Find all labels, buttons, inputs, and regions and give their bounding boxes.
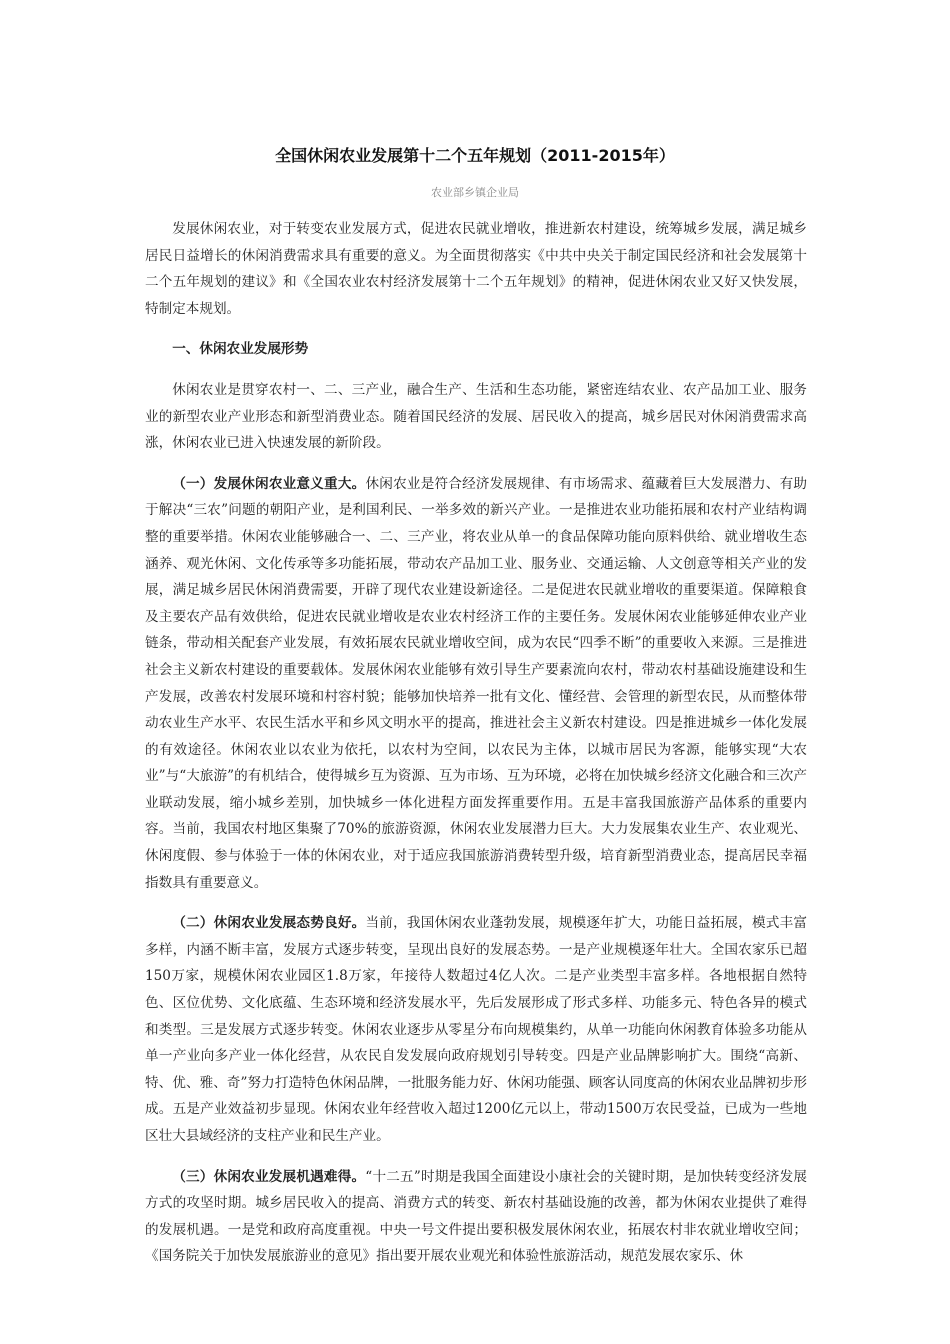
paragraph-opportunity bbox=[145, 1164, 807, 1270]
document-body bbox=[145, 216, 807, 1284]
paragraph-text: 当前，我国休闲农业蓬勃发展，规模逐年扩大，功能日益拓展，模式丰富多样，内涵不断丰富，发展方式逐步转变，呈现出良好的发展态势。一是产业规模逐年壮大。全国农家乐已超150万家，规模休闲农业园区1.8万家，年接待人数超过4亿人次。二是产业类型丰富多样。各地根据自然特色、区位优势、文化底蕴、生态环境和经济发展水平，先后发展形成了形式多样、功能多元、特色各异的模式和类型。三是发展方式逐步转变。休闲农业逐步从零星分布向规模集约，从单一功能向休闲教育体验多功能从单一产业向多产业一体化经营，从农民自发发展向政府规划引导转变。四是产业品牌影响扩大。围绕“高新、特、优、雅、奇”努力打造特色休闲品牌，一批服务能力好、休闲功能强、顾客认同度高的休闲农业品牌初步形成。五是产业效益初步显现。休闲农业年经营收入超过1200亿元以上，带动1500万农民受益，已成为一些地区壮大县域经济的支柱产业和民生产业。 bbox=[145, 915, 808, 1144]
section-intro-paragraph: 休闲农业是贯穿农村一、二、三产业，融合生产、生活和生态功能，紧密连结农业、农产品加工业、服务业的新型农业产业形态和新型消费业态。随着国民经济的发展、居民收入的提高，城乡居民对休闲消费需求高涨，休闲农业已进入快速发展的新阶段。 bbox=[145, 381, 807, 452]
intro-paragraph: 发展休闲农业，对于转变农业发展方式，促进农民就业增收，推进新农村建设，统筹城乡发展，满足城乡居民日益增长的休闲消费需求具有重要的意义。为全面贯彻落实《中共中央关于制定国民经济和社会发展第十二个五年规划的建议》和《全国农业农村经济发展第十二个五年规划》的精神，促进休闲农业又好又快发展，特制定本规划。 bbox=[145, 221, 807, 317]
paragraph-trend bbox=[145, 910, 807, 1149]
paragraph-significance bbox=[145, 471, 807, 897]
section-heading: 一、休闲农业发展形势 bbox=[172, 341, 309, 358]
document-author: 农业部乡镇企业局 bbox=[431, 186, 519, 199]
paragraph-text: 休闲农业是符合经济发展规律、有市场需求、蕴藏着巨大发展潜力、有助于解决“三农”问题的朝阳产业，是利国利民、一举多效的新兴产业。一是推进农业功能拓展和农村产业结构调整的重要举措。休闲农业能够融合一、二、三产业，将农业从单一的食品保障功能向原料供给、就业增收生态涵养、观光休闲、文化传承等多功能拓展，带动农产品加工业、服务业、交通运输、人文创意等相关产业的发展，满足城乡居民休闲消费需要，开辟了现代农业建设新途径。二是促进农民就业增收的重要渠道。保障粮食及主要农产品有效供给，促进农民就业增收是农业农村经济工作的主要任务。发展休闲农业能够延伸农业产业链条，带动相关配套产业发展，有效拓展农民就业增收空间，成为农民“四季不断”的重要收入来源。三是推进社会主义新农村建设的重要载体。发展休闲农业能够有效引导生产要素流向农村，带动农村基础设施建设和生产发展，改善农村发展环境和村容村貌；能够加快培养一批有文化、懂经营、会管理的新型农民，从而整体带动农业生产水平、农民生活水平和乡风文明水平的提高，推进社会主义新农村建设。四是推进城乡一体化发展的有效途径。休闲农业以农业为依托，以农村为空间，以农民为主体，以城市居民为客源，能够实现“大农业”与“大旅游”的有机结合，使得城乡互为资源、互为市场、互为环境，必将在加快城乡经济文化融合和三次产业联动发展，缩小城乡差别，加快城乡一体化进程方面发挥重要作用。五是丰富我国旅游产品体系的重要内容。当前，我国农村地区集聚了70%的旅游资源，休闲农业发展潜力巨大。大力发展集农业生产、农业观光、休闲度假、参与体验于一体的休闲农业，对于适应我国旅游消费转型升级，培育新型消费业态，提高居民幸福指数具有重要意义。 bbox=[145, 475, 808, 891]
paragraph-lead: （二）休闲农业发展态势良好。 bbox=[172, 915, 366, 932]
paragraph-lead: （一）发展休闲农业意义重大。 bbox=[172, 475, 366, 492]
paragraph-text: “十二五”时期是我国全面建设小康社会的关键时期，是加快转变经济发展方式的攻坚时期。城乡居民收入的提高、消费方式的转变、新农村基础设施的改善，都为休闲农业提供了难得的发展机遇。一是党和政府高度重视。中央一号文件提出要积极发展休闲农业，拓展农村非农就业增收空间；《国务院关于加快发展旅游业的意见》指出要开展农业观光和体验性旅游活动，规范发展农家乐、休 bbox=[145, 1168, 807, 1265]
document-title: 全国休闲农业发展第十二个五年规划（2011-2015年） bbox=[275, 146, 675, 165]
paragraph-lead: （三）休闲农业发展机遇难得。 bbox=[172, 1168, 366, 1185]
